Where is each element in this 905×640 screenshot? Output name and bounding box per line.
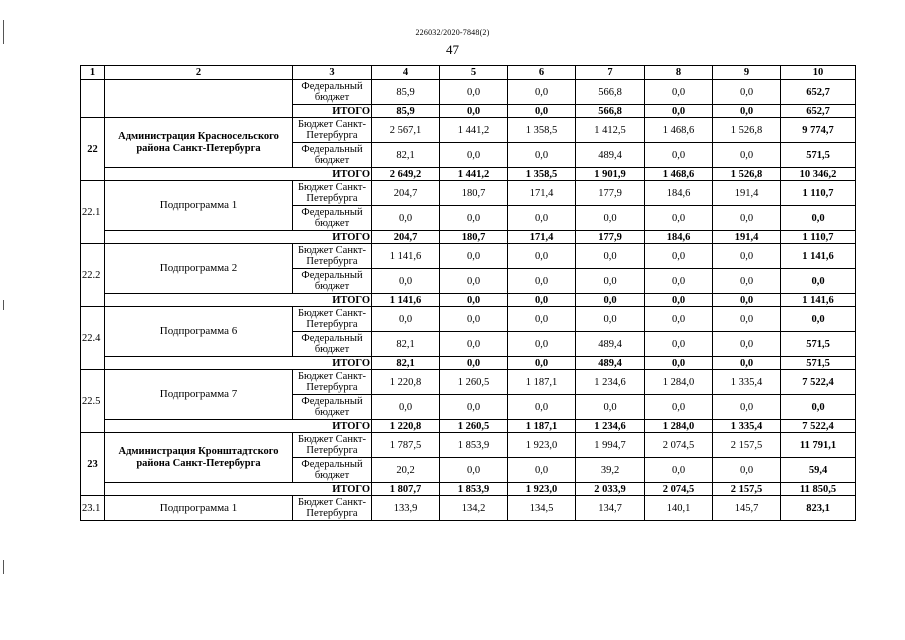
total-row xyxy=(81,357,856,370)
value-cell: 0,0 xyxy=(508,244,576,269)
value-cell: 0,0 xyxy=(781,206,856,231)
table-row xyxy=(81,433,856,458)
total-label: ИТОГО xyxy=(105,231,372,244)
row-code-cell: 22.1 xyxy=(81,181,105,244)
table-row xyxy=(81,181,856,206)
value-cell: 0,0 xyxy=(508,80,576,105)
value-cell: 1 441,2 xyxy=(440,118,508,143)
value-cell: 1 220,8 xyxy=(372,370,440,395)
total-value-cell: 1 141,6 xyxy=(781,294,856,307)
funding-source-cell: Бюджет Санкт-Петербурга xyxy=(293,370,372,395)
value-cell: 652,7 xyxy=(781,80,856,105)
total-value-cell: 0,0 xyxy=(645,294,713,307)
value-cell: 0,0 xyxy=(645,332,713,357)
column-number-row xyxy=(81,66,856,80)
total-value-cell: 10 346,2 xyxy=(781,168,856,181)
value-cell: 1 234,6 xyxy=(576,370,645,395)
value-cell: 0,0 xyxy=(645,143,713,168)
total-row xyxy=(81,168,856,181)
total-value-cell: 2 157,5 xyxy=(713,483,781,496)
value-cell: 82,1 xyxy=(372,332,440,357)
total-value-cell: 0,0 xyxy=(713,357,781,370)
value-cell: 59,4 xyxy=(781,458,856,483)
column-number-header: 8 xyxy=(645,66,713,80)
value-cell: 140,1 xyxy=(645,496,713,521)
total-value-cell: 652,7 xyxy=(781,105,856,118)
funding-source-cell: Федеральный бюджет xyxy=(293,206,372,231)
value-cell: 1 412,5 xyxy=(576,118,645,143)
column-number-header: 1 xyxy=(81,66,105,80)
row-code-cell: 22 xyxy=(81,118,105,181)
total-value-cell: 11 850,5 xyxy=(781,483,856,496)
total-value-cell: 184,6 xyxy=(645,231,713,244)
value-cell: 0,0 xyxy=(645,80,713,105)
column-number-header: 7 xyxy=(576,66,645,80)
value-cell: 191,4 xyxy=(713,181,781,206)
value-cell: 0,0 xyxy=(713,206,781,231)
value-cell: 2 567,1 xyxy=(372,118,440,143)
total-value-cell: 180,7 xyxy=(440,231,508,244)
row-code-cell: 22.2 xyxy=(81,244,105,307)
value-cell: 0,0 xyxy=(576,244,645,269)
value-cell: 0,0 xyxy=(645,458,713,483)
total-value-cell: 1 335,4 xyxy=(713,420,781,433)
value-cell: 0,0 xyxy=(781,269,856,294)
value-cell: 20,2 xyxy=(372,458,440,483)
value-cell: 0,0 xyxy=(508,332,576,357)
row-code-cell: 22.4 xyxy=(81,307,105,370)
total-value-cell: 2 649,2 xyxy=(372,168,440,181)
value-cell: 0,0 xyxy=(508,206,576,231)
value-cell: 1 284,0 xyxy=(645,370,713,395)
total-value-cell: 1 853,9 xyxy=(440,483,508,496)
total-value-cell: 1 358,5 xyxy=(508,168,576,181)
funding-source-cell: Бюджет Санкт-Петербурга xyxy=(293,181,372,206)
total-value-cell: 1 468,6 xyxy=(645,168,713,181)
value-cell: 0,0 xyxy=(713,458,781,483)
value-cell: 0,0 xyxy=(781,395,856,420)
value-cell: 0,0 xyxy=(645,395,713,420)
funding-source-cell: Федеральный бюджет xyxy=(293,143,372,168)
value-cell: 0,0 xyxy=(440,332,508,357)
total-value-cell: 2 033,9 xyxy=(576,483,645,496)
total-value-cell: 1 234,6 xyxy=(576,420,645,433)
subprogram-name-cell: Подпрограмма 1 xyxy=(105,181,293,231)
total-value-cell: 0,0 xyxy=(713,294,781,307)
total-value-cell: 0,0 xyxy=(508,294,576,307)
value-cell: 0,0 xyxy=(576,269,645,294)
row-name-cell xyxy=(105,80,293,118)
value-cell: 0,0 xyxy=(645,269,713,294)
row-code-cell: 23 xyxy=(81,433,105,496)
value-cell: 180,7 xyxy=(440,181,508,206)
column-number-header: 3 xyxy=(293,66,372,80)
column-number-header: 2 xyxy=(105,66,293,80)
value-cell: 0,0 xyxy=(645,206,713,231)
value-cell: 0,0 xyxy=(645,244,713,269)
total-row xyxy=(81,231,856,244)
total-value-cell: 177,9 xyxy=(576,231,645,244)
value-cell: 2 074,5 xyxy=(645,433,713,458)
funding-source-cell: Бюджет Санкт-Петербурга xyxy=(293,118,372,143)
subprogram-name-cell: Подпрограмма 1 xyxy=(105,496,293,521)
table-row xyxy=(81,80,856,105)
total-value-cell: 489,4 xyxy=(576,357,645,370)
value-cell: 571,5 xyxy=(781,143,856,168)
total-label: ИТОГО xyxy=(105,357,372,370)
value-cell: 0,0 xyxy=(508,395,576,420)
table-row xyxy=(81,307,856,332)
value-cell: 0,0 xyxy=(440,244,508,269)
subprogram-name-cell: Подпрограмма 6 xyxy=(105,307,293,357)
value-cell: 1 141,6 xyxy=(372,244,440,269)
total-value-cell: 0,0 xyxy=(713,105,781,118)
organization-name-cell: Администрация Красносельского района Санкт-Петербурга xyxy=(105,118,293,168)
value-cell: 1 923,0 xyxy=(508,433,576,458)
value-cell: 1 853,9 xyxy=(440,433,508,458)
total-value-cell: 0,0 xyxy=(440,105,508,118)
value-cell: 39,2 xyxy=(576,458,645,483)
value-cell: 1 526,8 xyxy=(713,118,781,143)
value-cell: 0,0 xyxy=(372,269,440,294)
table-body xyxy=(81,66,856,521)
value-cell: 0,0 xyxy=(440,206,508,231)
value-cell: 0,0 xyxy=(440,307,508,332)
total-row xyxy=(81,294,856,307)
value-cell: 0,0 xyxy=(440,458,508,483)
value-cell: 1 468,6 xyxy=(645,118,713,143)
total-value-cell: 7 522,4 xyxy=(781,420,856,433)
column-number-header: 9 xyxy=(713,66,781,80)
value-cell: 0,0 xyxy=(508,269,576,294)
value-cell: 0,0 xyxy=(713,307,781,332)
total-value-cell: 566,8 xyxy=(576,105,645,118)
value-cell: 85,9 xyxy=(372,80,440,105)
total-label: ИТОГО xyxy=(105,294,372,307)
funding-source-cell: Бюджет Санкт-Петербурга xyxy=(293,307,372,332)
budget-table xyxy=(80,65,856,521)
total-value-cell: 85,9 xyxy=(372,105,440,118)
value-cell: 0,0 xyxy=(713,395,781,420)
table-row xyxy=(81,370,856,395)
row-code-cell: 22.5 xyxy=(81,370,105,433)
table-row xyxy=(81,244,856,269)
value-cell: 134,2 xyxy=(440,496,508,521)
value-cell: 1 358,5 xyxy=(508,118,576,143)
subprogram-name-cell: Подпрограмма 7 xyxy=(105,370,293,420)
column-number-header: 10 xyxy=(781,66,856,80)
value-cell: 0,0 xyxy=(576,307,645,332)
total-value-cell: 1 441,2 xyxy=(440,168,508,181)
value-cell: 0,0 xyxy=(713,269,781,294)
total-value-cell: 1 923,0 xyxy=(508,483,576,496)
total-value-cell: 0,0 xyxy=(508,105,576,118)
value-cell: 184,6 xyxy=(645,181,713,206)
value-cell: 2 157,5 xyxy=(713,433,781,458)
value-cell: 566,8 xyxy=(576,80,645,105)
total-value-cell: 1 901,9 xyxy=(576,168,645,181)
total-value-cell: 0,0 xyxy=(645,357,713,370)
total-value-cell: 1 807,7 xyxy=(372,483,440,496)
row-code-cell xyxy=(81,80,105,118)
total-value-cell: 0,0 xyxy=(576,294,645,307)
value-cell: 1 141,6 xyxy=(781,244,856,269)
value-cell: 1 335,4 xyxy=(713,370,781,395)
value-cell: 0,0 xyxy=(576,206,645,231)
value-cell: 0,0 xyxy=(576,395,645,420)
total-value-cell: 1 110,7 xyxy=(781,231,856,244)
funding-source-cell: Федеральный бюджет xyxy=(293,332,372,357)
funding-source-cell: Федеральный бюджет xyxy=(293,458,372,483)
value-cell: 0,0 xyxy=(645,307,713,332)
value-cell: 0,0 xyxy=(713,332,781,357)
total-value-cell: 1 284,0 xyxy=(645,420,713,433)
value-cell: 0,0 xyxy=(440,269,508,294)
total-value-cell: 204,7 xyxy=(372,231,440,244)
total-label: ИТОГО xyxy=(105,168,372,181)
total-value-cell: 0,0 xyxy=(440,294,508,307)
column-number-header: 6 xyxy=(508,66,576,80)
value-cell: 133,9 xyxy=(372,496,440,521)
funding-source-cell: Федеральный бюджет xyxy=(293,269,372,294)
value-cell: 823,1 xyxy=(781,496,856,521)
funding-source-cell: Бюджет Санкт-Петербурга xyxy=(293,496,372,521)
value-cell: 171,4 xyxy=(508,181,576,206)
value-cell: 82,1 xyxy=(372,143,440,168)
table-row xyxy=(81,118,856,143)
value-cell: 1 260,5 xyxy=(440,370,508,395)
total-value-cell: 0,0 xyxy=(645,105,713,118)
value-cell: 177,9 xyxy=(576,181,645,206)
value-cell: 1 187,1 xyxy=(508,370,576,395)
page-number: 47 xyxy=(446,42,459,57)
value-cell: 134,7 xyxy=(576,496,645,521)
total-label: ИТОГО xyxy=(293,105,372,118)
value-cell: 0,0 xyxy=(781,307,856,332)
total-value-cell: 571,5 xyxy=(781,357,856,370)
total-value-cell: 0,0 xyxy=(440,357,508,370)
funding-source-cell: Федеральный бюджет xyxy=(293,80,372,105)
scan-edge-mark xyxy=(3,300,4,310)
table-row xyxy=(81,496,856,521)
funding-source-cell: Федеральный бюджет xyxy=(293,395,372,420)
column-number-header: 4 xyxy=(372,66,440,80)
value-cell: 204,7 xyxy=(372,181,440,206)
total-value-cell: 1 526,8 xyxy=(713,168,781,181)
total-value-cell: 2 074,5 xyxy=(645,483,713,496)
value-cell: 1 110,7 xyxy=(781,181,856,206)
total-label: ИТОГО xyxy=(105,420,372,433)
total-value-cell: 1 141,6 xyxy=(372,294,440,307)
subprogram-name-cell: Подпрограмма 2 xyxy=(105,244,293,294)
total-value-cell: 191,4 xyxy=(713,231,781,244)
row-code-cell: 23.1 xyxy=(81,496,105,521)
total-value-cell: 1 220,8 xyxy=(372,420,440,433)
value-cell: 0,0 xyxy=(713,244,781,269)
value-cell: 11 791,1 xyxy=(781,433,856,458)
value-cell: 0,0 xyxy=(508,458,576,483)
value-cell: 0,0 xyxy=(440,395,508,420)
value-cell: 9 774,7 xyxy=(781,118,856,143)
total-value-cell: 0,0 xyxy=(508,357,576,370)
column-number-header: 5 xyxy=(440,66,508,80)
value-cell: 489,4 xyxy=(576,143,645,168)
total-row xyxy=(81,483,856,496)
value-cell: 0,0 xyxy=(372,206,440,231)
value-cell: 145,7 xyxy=(713,496,781,521)
value-cell: 0,0 xyxy=(440,80,508,105)
value-cell: 0,0 xyxy=(372,307,440,332)
value-cell: 0,0 xyxy=(713,143,781,168)
total-value-cell: 1 187,1 xyxy=(508,420,576,433)
total-label: ИТОГО xyxy=(105,483,372,496)
total-value-cell: 82,1 xyxy=(372,357,440,370)
total-value-cell: 171,4 xyxy=(508,231,576,244)
scan-edge-mark xyxy=(3,560,4,574)
organization-name-cell: Администрация Кронштадтского района Санкт-Петербурга xyxy=(105,433,293,483)
value-cell: 7 522,4 xyxy=(781,370,856,395)
value-cell: 1 787,5 xyxy=(372,433,440,458)
value-cell: 0,0 xyxy=(508,307,576,332)
value-cell: 571,5 xyxy=(781,332,856,357)
scan-edge-mark xyxy=(3,20,4,44)
funding-source-cell: Бюджет Санкт-Петербурга xyxy=(293,244,372,269)
total-value-cell: 1 260,5 xyxy=(440,420,508,433)
value-cell: 1 994,7 xyxy=(576,433,645,458)
document-id: 226032/2020-7848(2) xyxy=(415,28,490,37)
value-cell: 134,5 xyxy=(508,496,576,521)
value-cell: 0,0 xyxy=(508,143,576,168)
value-cell: 489,4 xyxy=(576,332,645,357)
total-row xyxy=(81,420,856,433)
value-cell: 0,0 xyxy=(372,395,440,420)
value-cell: 0,0 xyxy=(440,143,508,168)
value-cell: 0,0 xyxy=(713,80,781,105)
funding-source-cell: Бюджет Санкт-Петербурга xyxy=(293,433,372,458)
